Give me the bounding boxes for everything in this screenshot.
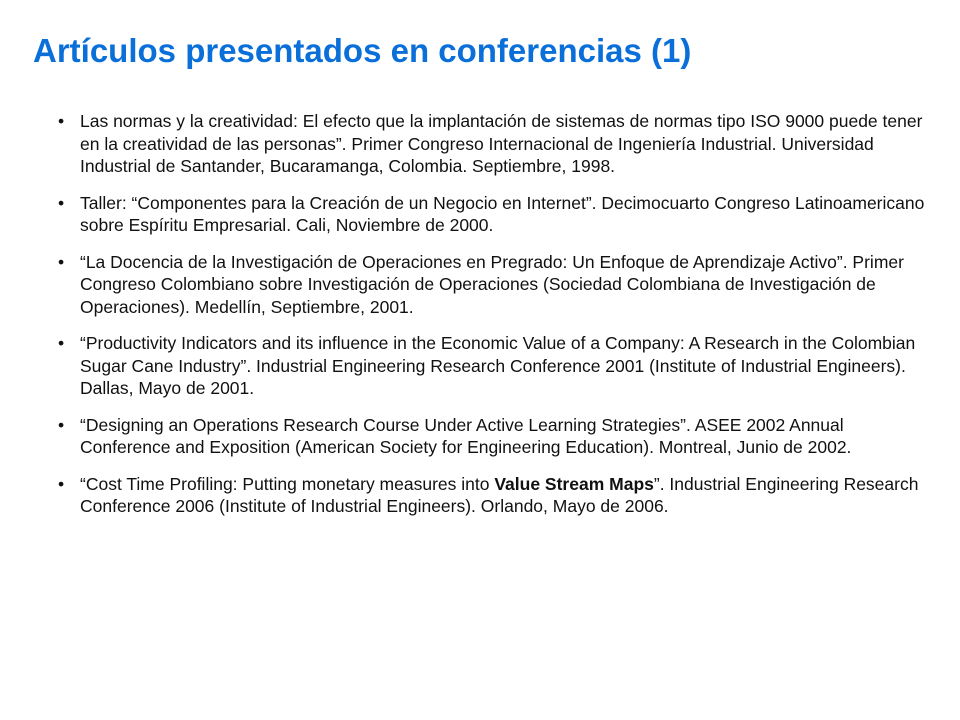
bullet-list xyxy=(58,110,938,532)
bullet-icon: • xyxy=(58,333,65,353)
list-item-text xyxy=(80,474,918,517)
list-item xyxy=(58,473,938,518)
bullet-icon: • xyxy=(58,192,65,213)
slide-title: Artículos presentados en conferencias (1) xyxy=(33,32,692,69)
list-item xyxy=(58,251,938,319)
list-item-text-bold: Value Stream Maps xyxy=(494,473,654,494)
list-item xyxy=(58,332,938,400)
list-item xyxy=(58,192,938,237)
list-item-text-end: ”. Industrial Engineering Research Conference 2006 (Institute of Industrial Engineers). Orlando, Mayo de 2006. xyxy=(80,473,919,516)
list-item xyxy=(58,110,938,178)
list-item-text: Las normas y la creatividad: El efecto que la implantación de sistemas de normas tipo ISO 9000 puede tener en la creatividad de las personas”. Primer Congreso Internacional de Ingeniería Industrial. Universidad Industrial de Santander, Bucaramanga, Colombia. Septiembre, 1998. xyxy=(80,111,923,176)
bullet-icon: • xyxy=(58,473,65,494)
list-item-text: “Designing an Operations Research Course Under Active Learning Strategies”. ASEE 2002 Annual Conference and Exposition (American Society for Engineering Education). Montreal, Junio de 2002. xyxy=(80,414,852,457)
bullet-icon: • xyxy=(58,251,65,272)
list-item-text: “La Docencia de la Investigación de Operaciones en Pregrado: Un Enfoque de Aprendizaje Activo”. Primer Congreso Colombiano sobre Investigación de Operaciones (Sociedad Colombiana de Investigación de Operaciones). Medellín, Septiembre, 2001. xyxy=(80,251,904,317)
bullet-icon: • xyxy=(58,111,65,131)
list-item-text: “Productivity Indicators and its influence in the Economic Value of a Company: A Research in the Colombian Sugar Cane Industry”. Industrial Engineering Research Conference 2001 (Institute of Industrial Engineers). Dallas, Mayo de 2001. xyxy=(80,333,916,398)
list-item-text: Taller: “Componentes para la Creación de un Negocio en Internet”. Decimocuarto Congreso Latinoamericano sobre Espíritu Empresarial. Cali, Noviembre de 2000. xyxy=(80,192,925,235)
list-item-text-start: “Cost Time Profiling: Putting monetary measures into xyxy=(80,473,495,494)
bullet-icon: • xyxy=(58,414,65,435)
list-item xyxy=(58,414,938,459)
